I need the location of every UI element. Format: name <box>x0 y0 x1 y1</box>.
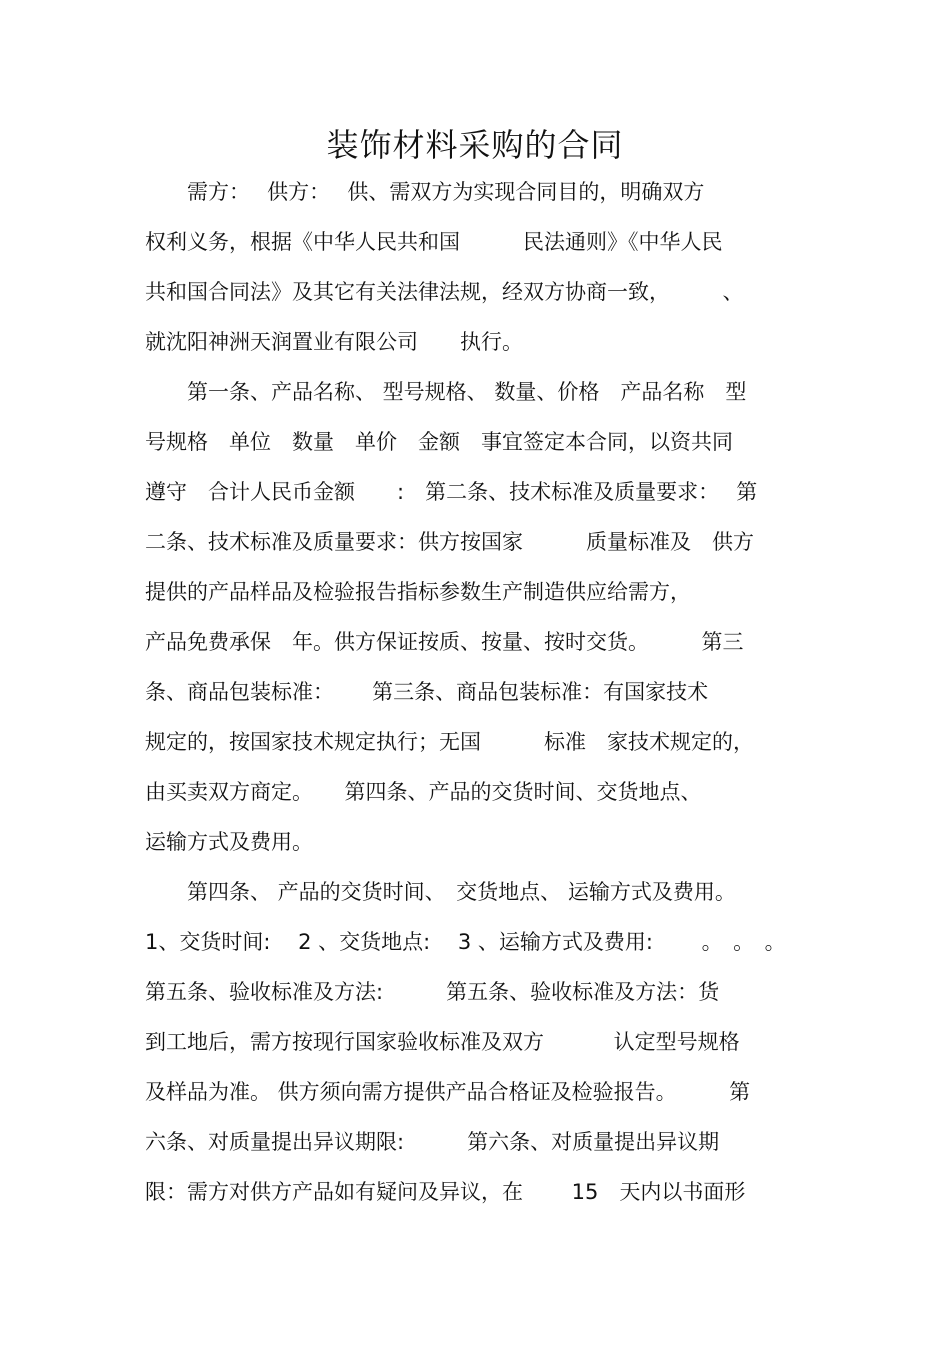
body-line: 第一条、产品名称、 型号规格、 数量、价格 产品名称 型 <box>145 380 747 404</box>
body-line: 规定的，按国家技术规定执行；无国 标准 家技术规定的， <box>145 730 754 754</box>
document-title: 装饰材料采购的合同 <box>326 126 624 164</box>
body-line: 就沈阳神洲天润置业有限公司 执行。 <box>145 330 523 354</box>
body-line: 需方： 供方： 供、需双方为实现合同目的，明确双方 <box>145 180 705 204</box>
body-line: 二条、技术标准及质量要求：供方按国家 质量标准及 供方 <box>145 530 754 554</box>
body-line: 遵守 合计人民币金额 : 第二条、技术标准及质量要求： 第 <box>145 480 758 504</box>
body-line: 限：需方对供方产品如有疑问及异议，在 15 天内以书面形 <box>145 1180 746 1204</box>
body-line: 六条、对质量提出异议期限: 第六条、对质量提出异议期 <box>145 1130 720 1154</box>
body-line: 第五条、验收标准及方法: 第五条、验收标准及方法：货 <box>145 980 720 1004</box>
body-line: 共和国合同法》及其它有关法律法规，经双方协商一致， 、 <box>145 280 744 304</box>
body-line: 1、交货时间: 2 、交货地点: 3 、运输方式及费用: 。 。 。 <box>145 930 786 954</box>
body-line: 号规格 单位 数量 单价 金额 事宜签定本合同，以资共同 <box>145 430 733 454</box>
body-line: 到工地后，需方按现行国家验收标准及双方 认定型号规格 <box>145 1030 740 1054</box>
body-line: 条、商品包装标准： 第三条、商品包装标准：有国家技术 <box>145 680 709 704</box>
body-line: 权利义务，根据《中华人民共和国 民法通则》《中华人民 <box>145 230 723 254</box>
body-line: 提供的产品样品及检验报告指标参数生产制造供应给需方， <box>145 580 691 604</box>
body-line: 第四条、 产品的交货时间、 交货地点、 运输方式及费用。 <box>145 880 736 904</box>
body-line: 产品免费承保 年。供方保证按质、按量、按时交货。 第三 <box>145 630 744 654</box>
body-line: 运输方式及费用。 <box>145 830 313 854</box>
body-line: 由买卖双方商定。 第四条、产品的交货时间、交货地点、 <box>145 780 702 804</box>
body-line: 及样品为准。 供方须向需方提供产品合格证及检验报告。 第 <box>145 1080 751 1104</box>
